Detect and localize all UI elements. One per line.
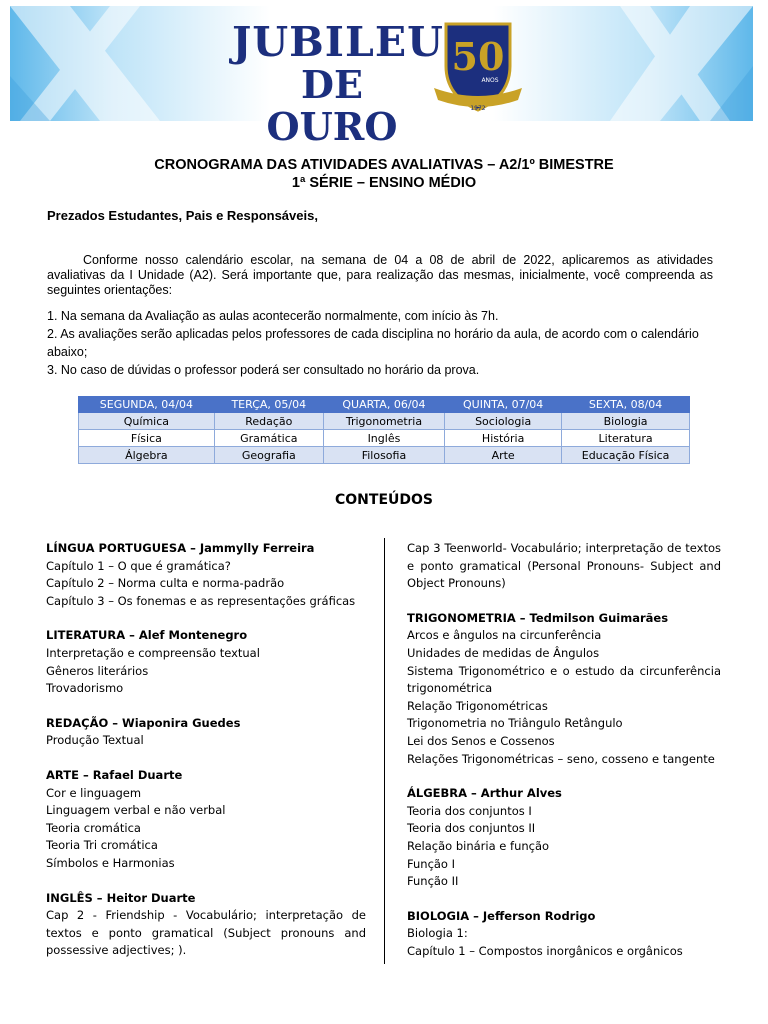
- topic-line: Unidades de medidas de Ângulos: [407, 645, 600, 660]
- brand-line-2: DE OURO: [266, 62, 398, 149]
- title-line-2: 1ª SÉRIE – ENSINO MÉDIO: [291, 175, 477, 191]
- topic-line: Arcos e ângulos na circunferência: [407, 628, 602, 643]
- table-cell: Redação: [214, 413, 323, 430]
- table-cell: Trigonometria: [323, 413, 444, 430]
- subject-section: [46, 715, 366, 750]
- topic-line: Relações Trigonométricas – seno, cosseno e tangente: [407, 751, 715, 766]
- column-divider: [384, 538, 385, 964]
- intro-paragraph: Conforme nosso calendário escolar, na semana de 04 a 08 de abril de 2022, aplicaremos as atividades avaliativas da I Unidade (A2). Será importante que, para realização das mesmas, inicialmente, você compreenda as seguintes orientações:: [47, 253, 713, 297]
- subject-section: [46, 540, 366, 610]
- document-title: [0, 156, 768, 192]
- contents-heading: CONTEÚDOS: [335, 492, 433, 508]
- schedule-header-cell: SEXTA, 08/04: [562, 397, 690, 413]
- topic-line: Teoria cromática: [46, 820, 141, 835]
- topic-line: Cap 3 Teenworld- Vocabulário; interpretação de textos e ponto gramatical (Personal Pronouns- Subject and Object Pronouns): [407, 541, 721, 591]
- subject-section: [407, 610, 721, 768]
- topic-line: Biologia 1:: [407, 926, 468, 941]
- topic-line: Símbolos e Harmonias: [46, 855, 175, 870]
- topic-line: Capítulo 1 – O que é gramática?: [46, 558, 231, 573]
- subject-title: LITERATURA – Alef Montenegro: [46, 628, 248, 643]
- rule-item: 3. No caso de dúvidas o professor poderá ser consultado no horário da prova.: [47, 363, 480, 377]
- table-cell: Literatura: [562, 430, 690, 447]
- topic-line: Cap 2 - Friendship - Vocabulário; interpretação de textos e ponto gramatical (Subject pronouns and possessive adjectives; ).: [46, 908, 366, 958]
- brand-wordmark: [232, 18, 444, 149]
- jubilee-crest-logo: [428, 18, 528, 114]
- greeting: Prezados Estudantes, Pais e Responsáveis,: [47, 208, 318, 223]
- subject-section: [46, 767, 366, 873]
- schedule-header-cell: QUINTA, 07/04: [445, 397, 562, 413]
- topic-line: Função II: [407, 874, 459, 889]
- header-banner: [10, 6, 753, 149]
- topic-line: Cor e linguagem: [46, 785, 142, 800]
- topic-line: Teoria Tri cromática: [46, 838, 158, 853]
- contents-right-column: [407, 540, 721, 977]
- table-cell: Inglês: [323, 430, 444, 447]
- table-cell: Sociologia: [445, 413, 562, 430]
- table-cell: Geografia: [214, 447, 323, 464]
- crest-anos: ANOS: [481, 77, 499, 84]
- subject-section: [407, 785, 721, 891]
- subject-section: [46, 890, 366, 960]
- rule-item: 1. Na semana da Avaliação as aulas acontecerão normalmente, com início às 7h.: [47, 309, 499, 323]
- subject-title: ÁLGEBRA – Arthur Alves: [407, 786, 562, 801]
- table-cell: Gramática: [214, 430, 323, 447]
- topic-line: Linguagem verbal e não verbal: [46, 803, 226, 818]
- topic-line: Produção Textual: [46, 733, 144, 748]
- topic-line: Capítulo 1 – Compostos inorgânicos e orgânicos: [407, 943, 683, 958]
- schedule-header-cell: QUARTA, 06/04: [323, 397, 444, 413]
- topic-line: Capítulo 2 – Norma culta e norma-padrão: [46, 576, 285, 591]
- schedule-header-cell: SEGUNDA, 04/04: [79, 397, 215, 413]
- table-cell: Arte: [445, 447, 562, 464]
- table-cell: Filosofia: [323, 447, 444, 464]
- contents-left-column: [46, 540, 366, 977]
- topic-line: Relação Trigonométricas: [407, 698, 548, 713]
- topic-line: Interpretação e compreensão textual: [46, 645, 260, 660]
- schedule-header-row: [79, 397, 690, 413]
- subject-section: [46, 627, 366, 697]
- subject-title: REDAÇÃO – Wiaponira Guedes: [46, 715, 241, 730]
- table-cell: Biologia: [562, 413, 690, 430]
- topic-line: Gêneros literários: [46, 663, 149, 678]
- table-cell: Química: [79, 413, 215, 430]
- crest-number: 50: [451, 34, 505, 79]
- table-cell: Educação Física: [562, 447, 690, 464]
- topic-line: Trovadorismo: [46, 681, 124, 696]
- subject-section: [407, 908, 721, 961]
- topic-line: Sistema Trigonométrico e o estudo da circunferência trigonométrica: [407, 663, 721, 696]
- table-cell: História: [445, 430, 562, 447]
- table-row: [79, 447, 690, 464]
- subject-section-continued: [407, 540, 721, 593]
- title-line-1: CRONOGRAMA DAS ATIVIDADES AVALIATIVAS – A2/1º BIMESTRE: [154, 157, 614, 173]
- topic-line: Função I: [407, 856, 456, 871]
- schedule-table: [78, 396, 690, 464]
- subject-title: BIOLOGIA – Jefferson Rodrigo: [407, 908, 596, 923]
- table-cell: Física: [79, 430, 215, 447]
- subject-title: LÍNGUA PORTUGUESA – Jammylly Ferreira: [46, 541, 315, 555]
- subject-title: ARTE – Rafael Duarte: [46, 767, 183, 782]
- topic-line: Relação binária e função: [407, 838, 550, 853]
- table-row: [79, 413, 690, 430]
- table-cell: Álgebra: [79, 447, 215, 464]
- schedule-header-cell: TERÇA, 05/04: [214, 397, 323, 413]
- topic-line: Trigonometria no Triângulo Retângulo: [407, 716, 623, 731]
- rule-item: 2. As avaliações serão aplicadas pelos professores de cada disciplina no horário da aula, de acordo com o calendário abaixo;: [47, 327, 699, 359]
- brand-line-1: JUBILEU: [232, 18, 444, 66]
- topic-line: Teoria dos conjuntos II: [407, 821, 536, 836]
- rules-list: [47, 307, 715, 379]
- subject-title: TRIGONOMETRIA – Tedmilson Guimarães: [407, 610, 669, 625]
- topic-line: Lei dos Senos e Cossenos: [407, 733, 555, 748]
- table-row: [79, 430, 690, 447]
- subject-title: INGLÊS – Heitor Duarte: [46, 890, 196, 905]
- crest-year: 1972: [470, 105, 486, 112]
- topic-line: Capítulo 3 – Os fonemas e as representações gráficas: [46, 593, 356, 608]
- topic-line: Teoria dos conjuntos I: [407, 803, 532, 818]
